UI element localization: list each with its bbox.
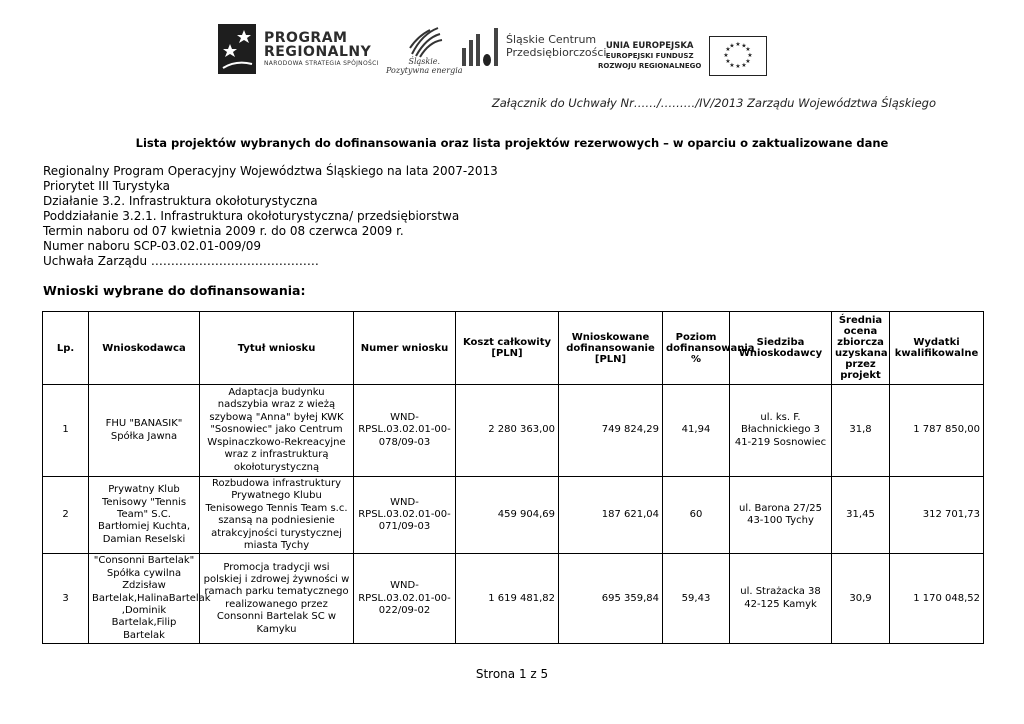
header-lp: Lp. [43,312,89,385]
cell-level: 60 [663,477,730,554]
cell-lp: 1 [43,385,89,477]
header-cost: Koszt całkowity [PLN] [456,312,559,385]
svg-text:★: ★ [725,58,732,65]
header-number: Numer wniosku [354,312,456,385]
header-funding: Wnioskowane dofinansowanie [PLN] [559,312,663,385]
header-title: Tytuł wniosku [200,312,354,385]
cell-level: 59,43 [663,554,730,644]
cell-title: Adaptacja budynku nadszybia wraz z wieżą szybową "Anna" byłej KWK "Sosnowiec" jako Centrum Wspinaczkowo-Rekreacyjne wraz z infrastrukturą okołoturystyczną [200,385,354,477]
section-heading: Wnioski wybrane do dofinansowania: [43,283,306,298]
program-info [43,164,498,269]
cell-seat: ul. ks. F. Błachnickiego 3 41-219 Sosnowiec [730,385,832,477]
svg-text:★: ★ [741,62,748,69]
cell-funding: 749 824,29 [559,385,663,477]
svg-text:★: ★ [745,58,752,65]
header-eligible: Wydatki kwalifikowalne [890,312,984,385]
cell-cost: 459 904,69 [456,477,559,554]
program-info-line: Regionalny Program Operacyjny Województwa Śląskiego na lata 2007-2013 [43,164,498,178]
table-header-row [43,312,984,385]
program-line2: REGIONALNY [264,44,372,60]
table-row [43,477,984,554]
svg-text:★: ★ [729,42,736,50]
slaskie-swirl-icon [404,24,444,58]
page-number: Strona 1 z 5 [475,667,549,681]
header-applicant: Wnioskodawca [89,312,200,385]
cell-eligible: 312 701,73 [890,477,984,554]
cell-eligible: 1 787 850,00 [890,385,984,477]
cell-lp: 2 [43,477,89,554]
cell-number: WND-RPSL.03.02.01-00-071/09-03 [354,477,456,554]
cell-title: Promocja tradycji wsi polskiej i zdrowej żywności w ramach parku tematycznego realizowanego przez Consonni Bartelak SC w Kamyku [200,554,354,644]
slaskie-line1: Śląskie. [408,57,441,66]
cell-score: 31,8 [832,385,890,477]
svg-text:★: ★ [747,52,754,59]
cell-lp: 3 [43,554,89,644]
cell-applicant: Prywatny Klub Tenisowy "Tennis Team" S.C. Bartłomiej Kuchta, Damian Reselski [89,477,200,554]
cell-score: 31,45 [832,477,890,554]
eu-logo [598,36,767,76]
program-regionalny-emblem-icon [218,24,256,74]
cell-seat: ul. Barona 27/25 43-100 Tychy [730,477,832,554]
slaskie-line2: Pozytywna energia [386,65,463,75]
program-info-line: Termin naboru od 07 kwietnia 2009 r. do 08 czerwca 2009 r. [43,224,404,238]
eu-flag-icon [709,36,767,76]
centrum-bars-icon [462,26,498,66]
cell-level: 41,94 [663,385,730,477]
program-line1: PROGRAM [264,30,348,46]
header-seat: Siedziba Wnioskodawcy [730,312,832,385]
annex-reference: Załącznik do Uchwały Nr……/………/IV/2013 Zarządu Województwa Śląskiego [491,96,936,110]
document-title: Lista projektów wybranych do dofinansowania oraz lista projektów rezerwowych – w oparciu o zaktualizowane dane [135,136,889,150]
cell-number: WND-RPSL.03.02.01-00-022/09-02 [354,554,456,644]
svg-text:★: ★ [729,62,736,69]
program-info-line: Numer naboru SCP-03.02.01-009/09 [43,239,261,253]
cell-cost: 2 280 363,00 [456,385,559,477]
centrum-line2: Przedsiębiorczości [506,46,607,59]
eu-line3: ROZWOJU REGIONALNEGO [598,61,702,70]
slaskie-logo [386,24,463,76]
program-info-line: Priorytet III Turystyka [43,179,171,193]
cell-number: WND-RPSL.03.02.01-00-078/09-03 [354,385,456,477]
cell-score: 30,9 [832,554,890,644]
cell-eligible: 1 170 048,52 [890,554,984,644]
cell-cost: 1 619 481,82 [456,554,559,644]
centrum-line1: Śląskie Centrum [506,32,597,46]
svg-text:★: ★ [745,46,752,53]
table-row [43,554,984,644]
svg-text:★: ★ [735,63,742,70]
eu-line2: EUROPEJSKI FUNDUSZ [605,52,694,61]
svg-text:★: ★ [723,52,730,59]
program-regionalny-logo [218,24,379,74]
program-info-line: Uchwała Zarządu …………………………………… [43,254,319,268]
program-info-line: Działanie 3.2. Infrastruktura okołoturystyczna [43,194,318,208]
program-line3: NARODOWA STRATEGIA SPÓJNOŚCI [264,60,379,67]
cell-applicant: "Consonni Bartelak" Spółka cywilna Zdzisław Bartelak,HalinaBartelak ,Dominik Bartelak,Filip Bartelak [89,554,200,644]
logo-bar [0,24,1024,84]
table-row [43,385,984,477]
centrum-logo [462,26,606,66]
svg-text:★: ★ [735,41,742,48]
header-score: Średnia ocena zbiorcza uzyskana przez projekt [832,312,890,385]
svg-text:★: ★ [725,46,732,53]
cell-title: Rozbudowa infrastruktury Prywatnego Klubu Tenisowego Tennis Team s.c. szansą na podniesienie atrakcyjności turystycznej miasta Tychy [200,477,354,554]
cell-funding: 187 621,04 [559,477,663,554]
cell-funding: 695 359,84 [559,554,663,644]
cell-seat: ul. Strażacka 38 42-125 Kamyk [730,554,832,644]
projects-table [42,311,984,644]
cell-applicant: FHU "BANASIK" Spółka Jawna [89,385,200,477]
program-info-line: Poddziałanie 3.2.1. Infrastruktura okołoturystyczna/ przedsiębiorstwa [43,209,460,223]
header-level: Poziom dofinansowania % [663,312,730,385]
svg-text:★: ★ [741,42,748,50]
eu-line1: UNIA EUROPEJSKA [605,40,694,51]
